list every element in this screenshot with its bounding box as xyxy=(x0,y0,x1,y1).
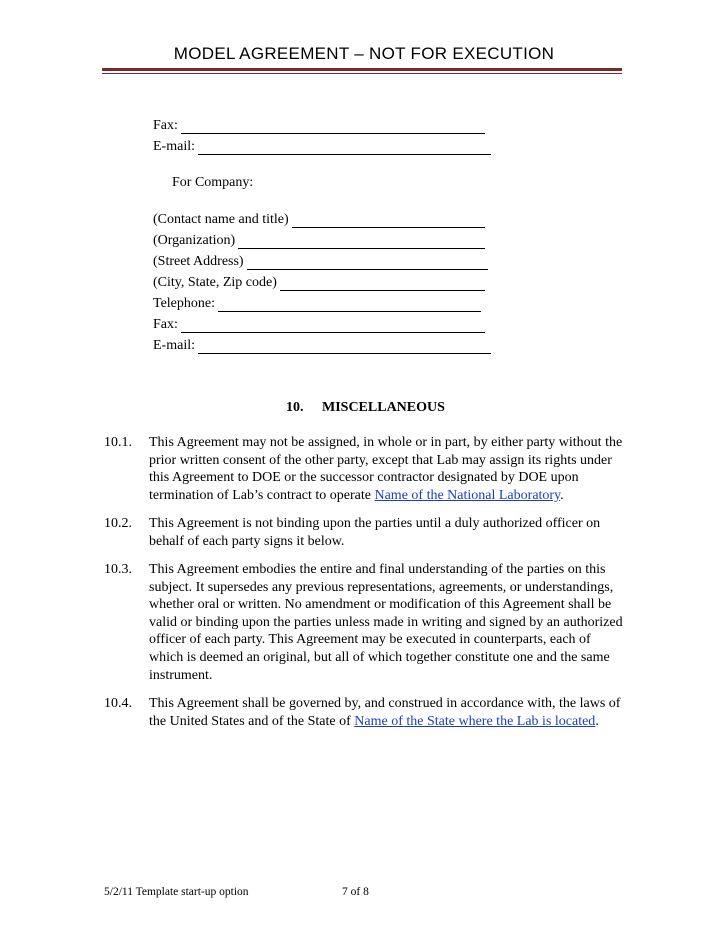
lab-contact-block xyxy=(153,113,491,155)
field-label: E-mail: xyxy=(153,139,195,154)
field-label: (Organization) xyxy=(153,233,236,248)
company-fax-line xyxy=(153,312,491,333)
organization-blank[interactable] xyxy=(238,235,485,249)
page-number: 7 of 8 xyxy=(342,886,369,898)
field-label: Fax: xyxy=(153,118,178,133)
organization-line xyxy=(153,228,491,249)
field-label: (Contact name and title) xyxy=(153,212,289,227)
clause-text: This Agreement embodies the entire and final understanding of the parties on this subject. It supersedes any previous representations, agreements, or understandings, whether oral or written. No amendment or modification of this Agreement shall be valid or binding upon the parties unless made in writing and signed by an authorized officer of each party. This Agreement may be executed in counterparts, each of which is deemed an original, but all of which together constitute one and the same instrument. xyxy=(149,562,623,683)
telephone-blank[interactable] xyxy=(218,298,481,312)
clause-text: This Agreement is not binding upon the parties until a duly authorized officer on behalf of each party signs it below. xyxy=(149,516,601,549)
clause-number: 10.1. xyxy=(104,435,132,450)
page-header-title: MODEL AGREEMENT – NOT FOR EXECUTION xyxy=(173,44,555,63)
for-company-heading: For Company: xyxy=(172,175,254,190)
company-fax-blank[interactable] xyxy=(181,319,485,333)
section-number: 10. xyxy=(286,400,304,415)
clause-text: This Agreement shall be governed by, and construed in accordance with, the laws of the United States and of the State of Name of the State where the Lab is located. xyxy=(149,696,621,729)
company-email-blank[interactable] xyxy=(198,340,491,354)
clause-text: This Agreement may not be assigned, in whole or in part, by either party without the prior written consent of the other party, except that Lab may assign its rights under this Agreement to DOE or the successor contractor designated by DOE upon termination of Lab’s contract to operate Name of the National Laboratory. xyxy=(149,435,623,503)
street-address-blank[interactable] xyxy=(247,256,488,270)
street-address-line xyxy=(153,249,491,270)
state-name-link[interactable]: Name of the State where the Lab is located xyxy=(354,713,596,729)
company-email-line xyxy=(153,333,491,354)
field-label: (City, State, Zip code) xyxy=(153,275,277,290)
clause-number: 10.2. xyxy=(104,516,132,531)
section-title: MISCELLANEOUS xyxy=(322,400,445,415)
company-contact-block xyxy=(153,207,491,354)
field-label: Telephone: xyxy=(153,296,215,311)
field-label: E-mail: xyxy=(153,338,195,353)
field-label: (Street Address) xyxy=(153,254,244,269)
email-line xyxy=(153,134,491,155)
email-blank[interactable] xyxy=(198,141,491,155)
clause-number: 10.4. xyxy=(104,696,132,711)
field-label: Fax: xyxy=(153,317,178,332)
telephone-line xyxy=(153,291,491,312)
fax-line xyxy=(153,113,491,134)
contact-name-line xyxy=(153,207,491,228)
header-rule-thin xyxy=(102,73,622,74)
city-state-zip-line xyxy=(153,270,491,291)
footer-template-label: 5/2/11 Template start-up option xyxy=(104,886,249,898)
national-laboratory-link[interactable]: Name of the National Laboratory xyxy=(374,487,561,503)
city-state-zip-blank[interactable] xyxy=(280,277,485,291)
contact-name-blank[interactable] xyxy=(292,214,485,228)
clause-number: 10.3. xyxy=(104,562,132,577)
header-rule xyxy=(102,68,622,71)
fax-blank[interactable] xyxy=(181,120,485,134)
